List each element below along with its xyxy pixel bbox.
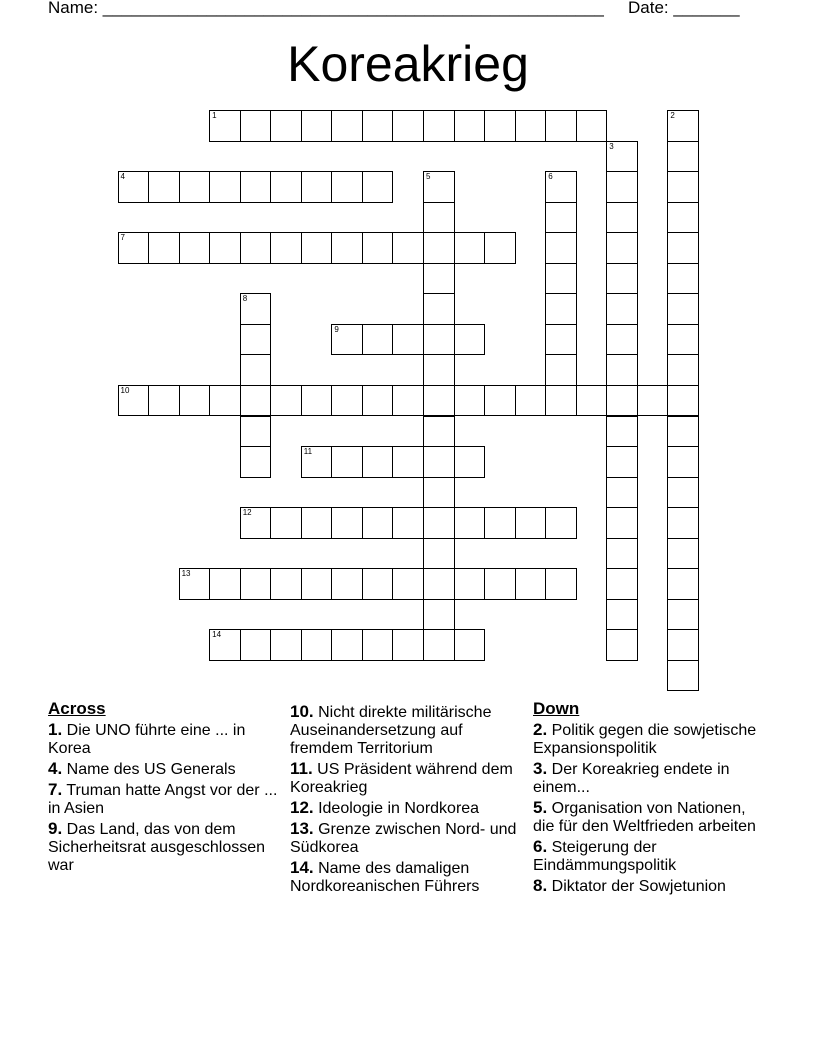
crossword-cell[interactable] [454, 385, 486, 417]
crossword-cell[interactable] [362, 446, 394, 478]
crossword-cell[interactable] [423, 477, 455, 509]
crossword-cell[interactable] [209, 568, 241, 600]
crossword-cell[interactable] [240, 293, 272, 325]
down-heading: Down [533, 699, 580, 718]
clue-item [290, 820, 520, 857]
clue-text: Truman hatte Angst vor der ... in Asien [48, 782, 278, 817]
clue-item [533, 799, 763, 836]
crossword-cell[interactable] [179, 232, 211, 264]
crossword-cell[interactable] [362, 629, 394, 661]
crossword-cell[interactable] [423, 110, 455, 142]
crossword-cell[interactable] [484, 507, 516, 539]
crossword-cell[interactable] [331, 110, 363, 142]
crossword-cell[interactable] [270, 171, 302, 203]
clue-number: 2. [533, 720, 548, 739]
crossword-cell[interactable] [667, 293, 699, 325]
crossword-cell[interactable] [392, 629, 424, 661]
crossword-cell[interactable] [606, 629, 638, 661]
crossword-cell[interactable] [240, 232, 272, 264]
crossword-cell[interactable] [270, 110, 302, 142]
crossword-cell[interactable] [515, 385, 547, 417]
clue-number: 6. [533, 837, 548, 856]
crossword-cell[interactable] [392, 110, 424, 142]
crossword-cell[interactable] [118, 171, 150, 203]
crossword-cell[interactable] [179, 171, 211, 203]
crossword-cell[interactable] [423, 293, 455, 325]
cell-number: 5 [426, 172, 431, 182]
crossword-cell[interactable] [667, 446, 699, 478]
crossword-cell[interactable] [301, 568, 333, 600]
crossword-cell[interactable] [423, 629, 455, 661]
crossword-cell[interactable] [667, 416, 699, 448]
crossword-cell[interactable] [667, 354, 699, 386]
crossword-cell[interactable] [667, 477, 699, 509]
crossword-cell[interactable] [301, 171, 333, 203]
crossword-cell[interactable] [392, 446, 424, 478]
clue-number: 11. [290, 759, 313, 778]
crossword-cell[interactable] [423, 324, 455, 356]
clue-number: 7. [48, 780, 63, 799]
clue-text: Politik gegen die sowjetische Expansionspolitik [533, 722, 757, 757]
crossword-cell[interactable] [301, 446, 333, 478]
crossword-cell[interactable] [606, 385, 638, 417]
crossword-cell[interactable] [392, 232, 424, 264]
cell-number: 11 [303, 447, 313, 457]
crossword-cell[interactable] [667, 660, 699, 692]
crossword-cell[interactable] [423, 263, 455, 295]
crossword-cell[interactable] [606, 507, 638, 539]
crossword-cell[interactable] [240, 416, 272, 448]
crossword-cell[interactable] [667, 110, 699, 142]
crossword-cell[interactable] [454, 568, 486, 600]
crossword-cell[interactable] [576, 110, 608, 142]
crossword-cell[interactable] [362, 232, 394, 264]
crossword-cell[interactable] [423, 538, 455, 570]
crossword-cell[interactable] [392, 385, 424, 417]
crossword-cell[interactable] [240, 629, 272, 661]
crossword-cell[interactable] [667, 629, 699, 661]
crossword-cell[interactable] [423, 568, 455, 600]
clue-text: Name des damaligen Nordkoreanischen Führers [290, 860, 480, 895]
crossword-cell[interactable] [576, 385, 608, 417]
crossword-cell[interactable] [148, 232, 180, 264]
clue-number: 13. [290, 819, 314, 838]
crossword-cell[interactable] [240, 446, 272, 478]
crossword-cell[interactable] [331, 324, 363, 356]
crossword-cell[interactable] [545, 568, 577, 600]
cell-number: 1 [212, 111, 217, 120]
crossword-cell[interactable] [240, 385, 272, 417]
crossword-cell[interactable] [270, 568, 302, 600]
down-clues-column [533, 700, 763, 898]
crossword-cell[interactable] [515, 568, 547, 600]
cell-number: 3 [609, 141, 614, 151]
crossword-cell[interactable] [118, 232, 150, 264]
crossword-cell[interactable] [667, 507, 699, 539]
crossword-cell[interactable] [667, 171, 699, 203]
clue-number: 3. [533, 759, 548, 778]
crossword-cell[interactable] [454, 446, 486, 478]
crossword-cell[interactable] [606, 416, 638, 448]
clue-number: 1. [48, 720, 63, 739]
crossword-cell[interactable] [240, 507, 272, 539]
crossword-cell[interactable] [423, 599, 455, 631]
cell-number: 12 [242, 508, 252, 518]
crossword-cell[interactable] [392, 324, 424, 356]
crossword-cell[interactable] [240, 354, 272, 386]
crossword-cell[interactable] [667, 324, 699, 356]
crossword-cell[interactable] [545, 232, 577, 264]
crossword-cell[interactable] [484, 568, 516, 600]
clue-item [290, 799, 520, 818]
crossword-cell[interactable] [545, 202, 577, 234]
crossword-cell[interactable] [301, 385, 333, 417]
clue-number: 10. [290, 702, 314, 721]
crossword-cell[interactable] [270, 232, 302, 264]
crossword-cell[interactable] [392, 507, 424, 539]
crossword-cell[interactable] [606, 354, 638, 386]
crossword-cell[interactable] [362, 324, 394, 356]
crossword-cell[interactable] [209, 110, 241, 142]
crossword-cell[interactable] [454, 324, 486, 356]
crossword-cell[interactable] [209, 171, 241, 203]
clue-text: US Präsident während dem Koreakrieg [290, 761, 513, 796]
crossword-cell[interactable] [392, 568, 424, 600]
crossword-cell[interactable] [331, 629, 363, 661]
clue-item [290, 760, 520, 797]
crossword-cell[interactable] [423, 416, 455, 448]
clue-number: 14. [290, 858, 314, 877]
crossword-cell[interactable] [240, 110, 272, 142]
crossword-cell[interactable] [606, 171, 638, 203]
crossword-cell[interactable] [362, 171, 394, 203]
clue-text: Die UNO führte eine ... in Korea [48, 722, 246, 757]
cell-number: 13 [181, 569, 191, 579]
across-heading: Across [48, 699, 106, 718]
clue-number: 4. [48, 759, 63, 778]
crossword-cell[interactable] [331, 507, 363, 539]
clue-text: Steigerung der Eindämmungspolitik [533, 839, 677, 874]
crossword-cell[interactable] [362, 110, 394, 142]
clue-text: Diktator der Sowjetunion [547, 878, 726, 895]
crossword-cell[interactable] [606, 141, 638, 173]
crossword-cell[interactable] [148, 171, 180, 203]
clue-text: Nicht direkte militärische Auseinandersetzung auf fremdem Territorium [290, 704, 492, 757]
crossword-cell[interactable] [179, 568, 211, 600]
crossword-cell[interactable] [667, 385, 699, 417]
crossword-cell[interactable] [545, 385, 577, 417]
crossword-cell[interactable] [606, 202, 638, 234]
crossword-cell[interactable] [301, 507, 333, 539]
crossword-cell[interactable] [423, 171, 455, 203]
clue-item [48, 820, 278, 875]
clue-item [48, 721, 278, 758]
crossword-cell[interactable] [270, 385, 302, 417]
crossword-cell[interactable] [637, 385, 669, 417]
cell-number: 7 [120, 233, 125, 243]
crossword-cell[interactable] [209, 385, 241, 417]
crossword-cell[interactable] [606, 232, 638, 264]
crossword-cell[interactable] [606, 477, 638, 509]
cell-number: 2 [670, 111, 675, 120]
crossword-cell[interactable] [484, 385, 516, 417]
crossword-cell[interactable] [667, 538, 699, 570]
cell-number: 6 [548, 172, 553, 182]
crossword-cell[interactable] [515, 507, 547, 539]
clue-item [533, 877, 763, 896]
crossword-cell[interactable] [667, 232, 699, 264]
crossword-cell[interactable] [240, 568, 272, 600]
across-clues-column-1 [48, 700, 278, 877]
clue-item [290, 703, 520, 758]
crossword-cell[interactable] [667, 568, 699, 600]
crossword-cell[interactable] [454, 232, 486, 264]
crossword-cell[interactable] [606, 538, 638, 570]
crossword-cell[interactable] [331, 446, 363, 478]
crossword-cell[interactable] [423, 385, 455, 417]
crossword-cell[interactable] [331, 232, 363, 264]
crossword-cell[interactable] [179, 385, 211, 417]
clue-item [533, 721, 763, 758]
crossword-cell[interactable] [423, 202, 455, 234]
crossword-cell[interactable] [331, 568, 363, 600]
crossword-cell[interactable] [209, 232, 241, 264]
crossword-cell[interactable] [454, 110, 486, 142]
crossword-cell[interactable] [515, 110, 547, 142]
crossword-cell[interactable] [362, 507, 394, 539]
clue-text: Organisation von Nationen, die für den Weltfrieden arbeiten [533, 800, 756, 835]
crossword-cell[interactable] [667, 202, 699, 234]
crossword-cell[interactable] [301, 110, 333, 142]
crossword-cell[interactable] [545, 171, 577, 203]
clue-text: Grenze zwischen Nord- und Südkorea [290, 821, 517, 856]
crossword-cell[interactable] [545, 263, 577, 295]
crossword-cell[interactable] [331, 385, 363, 417]
crossword-cell[interactable] [454, 507, 486, 539]
cell-number: 9 [334, 324, 339, 334]
cell-number: 14 [212, 630, 222, 640]
crossword-cell[interactable] [454, 629, 486, 661]
clue-number: 12. [290, 798, 314, 817]
crossword-cell[interactable] [545, 354, 577, 386]
clue-item [533, 760, 763, 797]
name-field[interactable]: Name: _____________________________________________________ [48, 0, 604, 17]
cell-number: 10 [120, 385, 130, 395]
crossword-cell[interactable] [240, 324, 272, 356]
clue-text: Name des US Generals [62, 761, 236, 778]
clue-item [48, 760, 278, 779]
crossword-cell[interactable] [606, 293, 638, 325]
cell-number: 4 [120, 172, 125, 182]
crossword-cell[interactable] [667, 141, 699, 173]
crossword-cell[interactable] [118, 385, 150, 417]
crossword-cell[interactable] [301, 232, 333, 264]
clue-text: Ideologie in Nordkorea [313, 800, 480, 817]
crossword-cell[interactable] [606, 599, 638, 631]
crossword-cell[interactable] [362, 568, 394, 600]
clue-number: 9. [48, 819, 63, 838]
crossword-cell[interactable] [362, 385, 394, 417]
crossword-cell[interactable] [270, 507, 302, 539]
crossword-cell[interactable] [484, 110, 516, 142]
page-title: Koreakrieg [287, 36, 529, 92]
crossword-cell[interactable] [545, 324, 577, 356]
crossword-cell[interactable] [606, 568, 638, 600]
crossword-cell[interactable] [667, 599, 699, 631]
crossword-cell[interactable] [545, 507, 577, 539]
clue-item [533, 838, 763, 875]
clue-item [290, 859, 520, 896]
crossword-cell[interactable] [423, 507, 455, 539]
crossword-cell[interactable] [484, 232, 516, 264]
clue-text: Das Land, das von dem Sicherheitsrat ausgeschlossen war [48, 821, 266, 874]
crossword-cell[interactable] [209, 629, 241, 661]
crossword-cell[interactable] [270, 629, 302, 661]
crossword-cell[interactable] [545, 293, 577, 325]
crossword-cell[interactable] [545, 110, 577, 142]
crossword-cell[interactable] [423, 446, 455, 478]
crossword-cell[interactable] [240, 171, 272, 203]
crossword-cell[interactable] [606, 263, 638, 295]
crossword-cell[interactable] [148, 385, 180, 417]
clue-item [48, 781, 278, 818]
crossword-cell[interactable] [667, 263, 699, 295]
crossword-cell[interactable] [606, 446, 638, 478]
crossword-cell[interactable] [423, 354, 455, 386]
crossword-cell[interactable] [331, 171, 363, 203]
date-field[interactable]: Date: _______ [628, 0, 740, 17]
crossword-cell[interactable] [301, 629, 333, 661]
cell-number: 8 [242, 294, 248, 304]
crossword-cell[interactable] [423, 232, 455, 264]
across-clues-column-2 [290, 703, 520, 898]
clue-number: 5. [533, 798, 548, 817]
crossword-cell[interactable] [606, 324, 638, 356]
clue-text: Der Koreakrieg endete in einem... [533, 761, 730, 796]
clue-number: 8. [533, 876, 548, 895]
